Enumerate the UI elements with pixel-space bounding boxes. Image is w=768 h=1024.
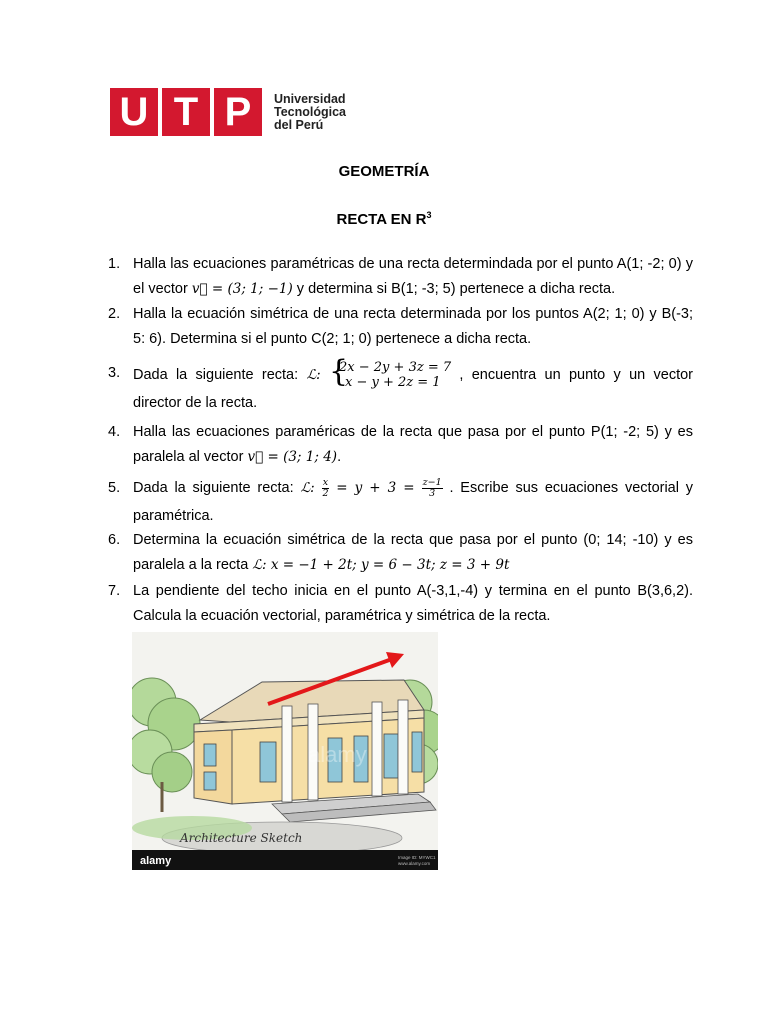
exercise-6 (108, 528, 693, 578)
brace-icon: { (329, 354, 349, 389)
exercise-text (133, 528, 693, 578)
page-title: GEOMETRÍA (338, 163, 430, 180)
line-symbol: ℒ: (300, 480, 322, 496)
equation-system (329, 354, 452, 390)
exercise-text-b: y determina si B(1; -3; 5) pertenece a dicha recta. (292, 281, 616, 297)
fraction-z-minus-1-over-3 (422, 478, 443, 499)
exercise-number: 1. (108, 256, 121, 272)
exercise-7 (108, 579, 693, 629)
exercise-text-a: Halla las ecuaciones paraméricas de la recta que pasa por el punto P(1; -2; 5) y es paralela al vector (133, 424, 693, 465)
alamy-brand: alamy (140, 855, 172, 867)
vector-v-math: v⃗ = (3; 1; −1) (191, 281, 293, 297)
fraction-numerator: x (322, 476, 329, 488)
exercise-text (133, 354, 693, 416)
logo-letter-u: U (110, 88, 158, 136)
exercise-5 (108, 474, 693, 530)
architecture-sketch-image (132, 632, 438, 870)
utp-logo (110, 88, 346, 136)
line-symbol: ℒ: (306, 366, 321, 383)
page-subtitle (0, 210, 768, 228)
subtitle-superscript: 3 (426, 210, 432, 220)
alamy-url: www.alamy.com (398, 861, 431, 866)
exercise-text: Halla la ecuación simétrica de una recta determinada por los puntos A(2; 1; 0) y B(-3; 5: 6). Determina si el punto C(2; 1; 0) pertenece a dicha recta. (133, 306, 693, 347)
logo-line-2: Tecnológica (274, 104, 347, 119)
exercise-text-b: , encuentra un punto y un vector director de la recta. (133, 366, 693, 411)
exercise-text-a: Dada la siguiente recta: (133, 366, 307, 383)
exercise-1 (108, 252, 693, 302)
fraction-numerator: z−1 (422, 476, 442, 488)
watermark-text: alamy (308, 742, 367, 767)
exercise-text: La pendiente del techo inicia en el punto A(-3,1,-4) y termina en el punto B(3,6,2). Calcula la ecuación vectorial, paramétrica y simétrica de la recta. (133, 583, 693, 624)
fraction-denominator: 2 (322, 487, 329, 499)
exercise-text-a: Determina la ecuación simétrica de la recta que pasa por el punto (0; 14; -10) y es paralela a la recta (133, 532, 693, 573)
exercise-number: 7. (108, 583, 121, 599)
fraction-denominator: 3 (429, 487, 436, 499)
exercise-text-a: Dada la siguiente recta: (133, 480, 301, 496)
equation-2: x − y + 2z = 1 (345, 375, 441, 390)
exercise-number: 6. (108, 532, 121, 548)
exercise-text-a: Halla las ecuaciones paramétricas de una recta determindada por el punto A(1; -2; 0) y el vector (133, 256, 693, 297)
exercise-text (133, 474, 693, 530)
logo-line-3: del Perú (274, 117, 324, 132)
logo-wordmark (274, 93, 346, 132)
exercise-text-b: . Escribe sus ecuaciones vectorial y paramétrica. (133, 480, 694, 524)
exercise-number: 2. (108, 306, 121, 322)
sketch-caption: Architecture Sketch (180, 831, 303, 845)
alamy-image-id: Image ID: MYWC1 (398, 855, 436, 860)
exercise-number: 3. (108, 365, 121, 381)
exercise-2 (108, 302, 693, 352)
exercise-4 (108, 420, 693, 470)
vector-v-math: v⃗ = (3; 1; 4) (247, 449, 338, 465)
equation-1: 2x − 2y + 3z = 7 (339, 360, 452, 375)
exercise-text-b: . (337, 449, 342, 465)
logo-letter-t: T (162, 88, 210, 136)
exercise-text (133, 252, 693, 302)
exercise-text (133, 420, 693, 470)
exercise-number: 4. (108, 424, 121, 440)
line-parametric-math: ℒ: x = −1 + 2t; y = 6 − 3t; z = 3 + 9t (252, 557, 510, 573)
exercise-3 (108, 354, 693, 416)
subtitle-text: RECTA EN R (336, 211, 427, 228)
logo-line-1: Universidad (274, 91, 346, 106)
logo-letter-p: P (214, 88, 262, 136)
exercise-number: 5. (108, 480, 121, 496)
equation-middle: = y + 3 = (329, 480, 422, 496)
building-illustration (132, 632, 438, 870)
